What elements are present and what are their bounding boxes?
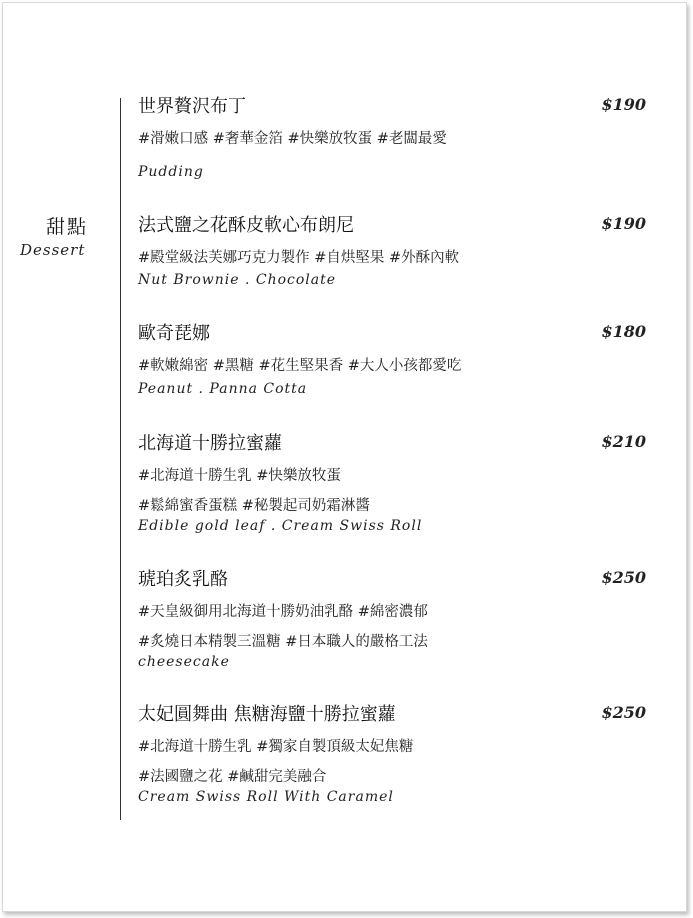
section-title: 甜點 bbox=[46, 216, 89, 238]
item-english-name: Nut Brownie . Chocolate bbox=[138, 272, 337, 288]
item-name: 琥珀炙乳酪 bbox=[138, 569, 228, 590]
item-english-name: Pudding bbox=[138, 164, 204, 180]
item-english-name: Cream Swiss Roll With Caramel bbox=[138, 789, 394, 805]
menu-item bbox=[138, 214, 650, 288]
item-price: $190 bbox=[601, 95, 646, 114]
item-english-name: Edible gold leaf . Cream Swiss Roll bbox=[138, 518, 423, 534]
item-tags: #北海道十勝生乳 #快樂放牧蛋 bbox=[138, 468, 341, 484]
section-subtitle: Dessert bbox=[20, 241, 86, 259]
item-name: 北海道十勝拉蜜蘿 bbox=[138, 433, 282, 454]
item-name: 法式鹽之花酥皮軟心布朗尼 bbox=[138, 215, 354, 236]
item-tags: #殿堂級法芙娜巧克力製作 #自烘堅果 #外酥內軟 bbox=[138, 250, 460, 266]
item-tags: #鬆綿蜜香蛋糕 #秘製起司奶霜淋醬 bbox=[138, 498, 370, 514]
item-price: $190 bbox=[601, 214, 646, 233]
menu-item bbox=[138, 322, 650, 397]
menu-item bbox=[138, 432, 650, 534]
vertical-divider bbox=[120, 98, 121, 820]
menu-item bbox=[138, 568, 650, 670]
item-tags: #北海道十勝生乳 #獨家自製頂級太妃焦糖 bbox=[138, 739, 414, 755]
item-english-name: Peanut . Panna Cotta bbox=[138, 381, 308, 397]
item-price: $210 bbox=[601, 432, 646, 451]
item-price: $180 bbox=[601, 322, 646, 341]
item-name: 歐奇琵娜 bbox=[138, 323, 210, 344]
item-name: 世界贅沢布丁 bbox=[138, 96, 246, 117]
item-tags: #炙燒日本精製三溫糖 #日本職人的嚴格工法 bbox=[138, 634, 428, 650]
menu-item bbox=[138, 703, 650, 805]
item-price: $250 bbox=[601, 568, 646, 587]
item-tags: #天皇級御用北海道十勝奶油乳酪 #綿密濃郁 bbox=[138, 604, 428, 620]
menu-item bbox=[138, 95, 650, 180]
item-english-name: cheesecake bbox=[138, 654, 230, 670]
item-price: $250 bbox=[601, 703, 646, 722]
item-tags: #軟嫩綿密 #黑糖 #花生堅果香 #大人小孩都愛吃 bbox=[138, 358, 462, 374]
item-tags: #滑嫩口感 #奢華金箔 #快樂放牧蛋 #老闆最愛 bbox=[138, 131, 447, 147]
item-tags: #法國鹽之花 #鹹甜完美融合 bbox=[138, 769, 327, 785]
item-name: 太妃圓舞曲 焦糖海鹽十勝拉蜜蘿 bbox=[138, 704, 396, 725]
